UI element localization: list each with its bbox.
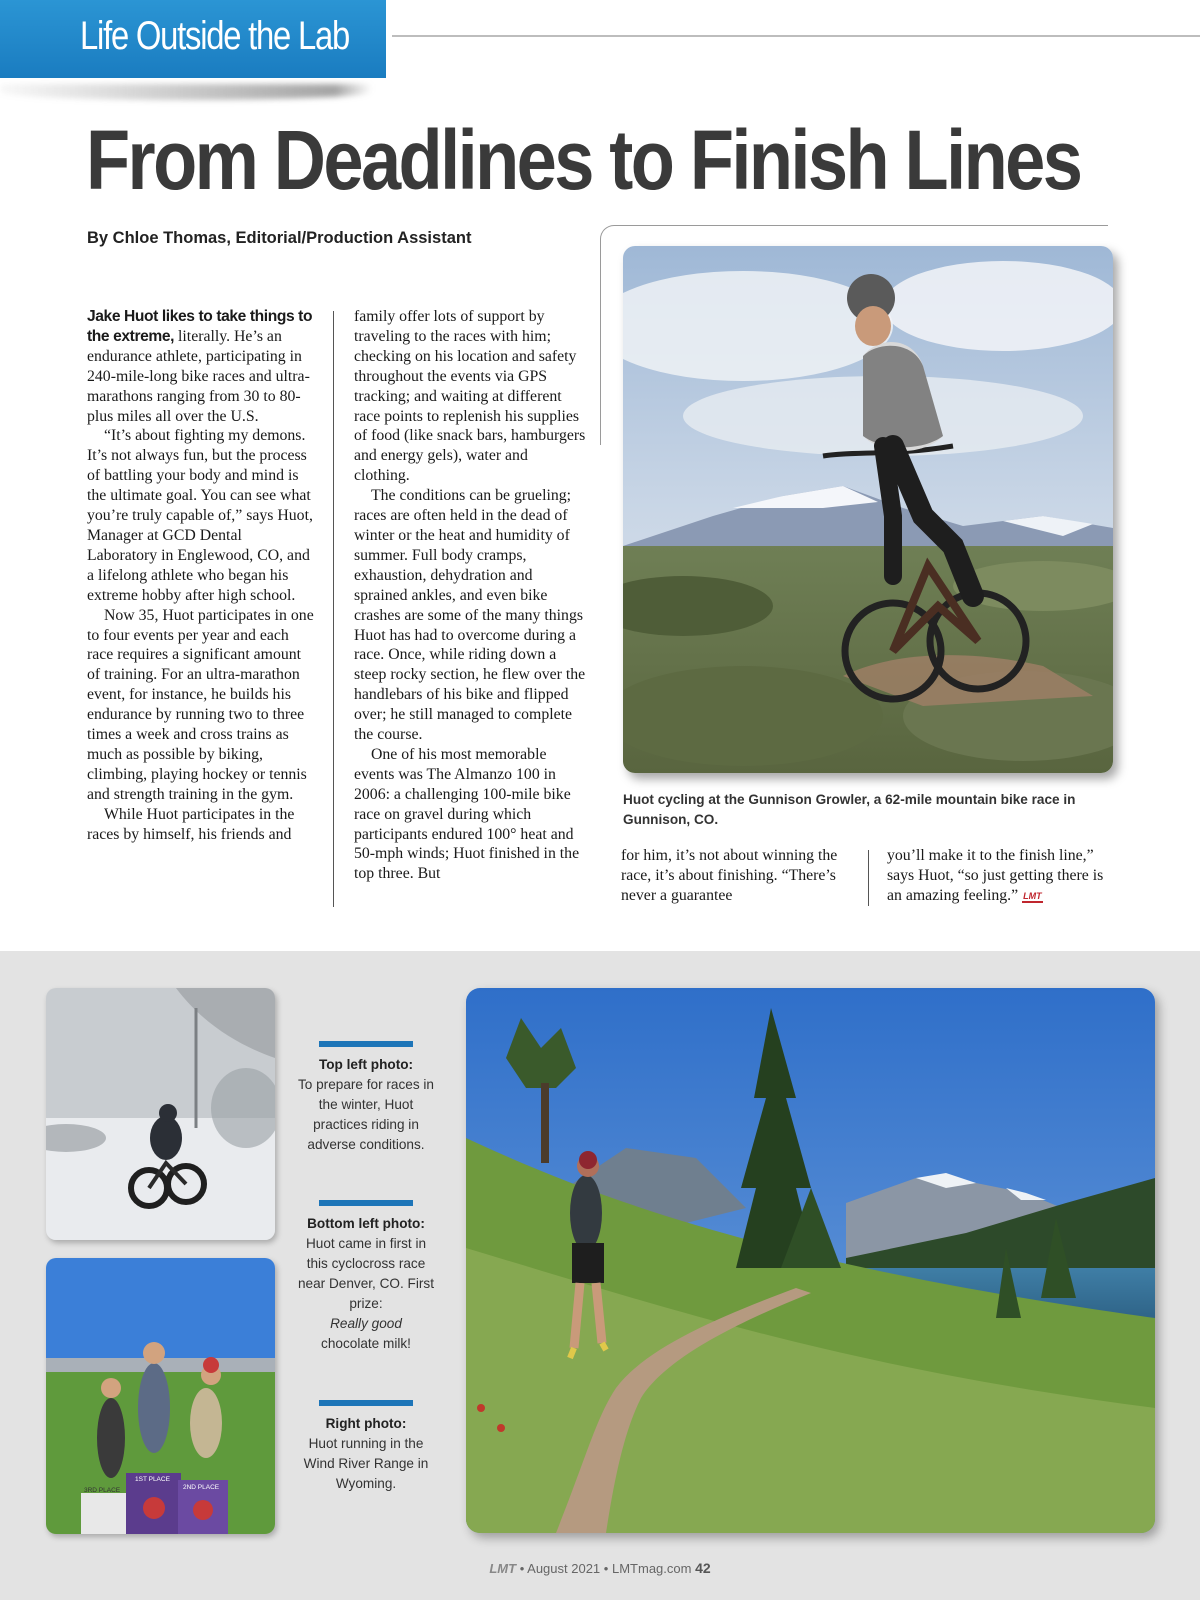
paragraph-6: One of his most memorable events was The Almanzo 100 in 2006: a challenging 100-mile bike race on gravel during which participants endured 100° heat and 50-mph winds; Huot finished in the top three. But bbox=[354, 745, 580, 883]
caption-title: Bottom left photo: bbox=[307, 1216, 425, 1231]
lead-bold: Jake Huot likes to take things to the extreme, bbox=[87, 308, 313, 345]
article-column-4 bbox=[887, 846, 1119, 906]
caption-text: Huot came in first in this cyclocross race near Denver, CO. First prize: bbox=[298, 1236, 434, 1311]
footer-page-number: 42 bbox=[695, 1560, 711, 1576]
paragraph-2: “It’s about fighting my demons. It’s not always fun, but the process of battling your body and mind is the ultimate goal. You can see what you’re truly capable of,” says Huot, Manager at GCD Dental Laboratory in Englewood, CO, and a lifelong athlete who began his extreme hobby after high school. bbox=[87, 427, 313, 604]
paragraph-6-end bbox=[887, 846, 1119, 906]
footer-separator: • bbox=[603, 1561, 609, 1576]
paragraph-4: While Huot participates in the races by himself, his friends and bbox=[87, 805, 295, 843]
article-byline: By Chloe Thomas, Editorial/Production Assistant bbox=[87, 229, 472, 247]
closing-text: you’ll make it to the finish line,” says Huot, “so just getting there is an amazing feeling.” bbox=[887, 847, 1104, 904]
end-mark-logo: LMT bbox=[1023, 890, 1042, 901]
article-headline: From Deadlines to Finish Lines bbox=[86, 113, 1081, 207]
article-column-1 bbox=[87, 307, 315, 844]
article-column-2 bbox=[354, 307, 586, 884]
paragraph-6-continued: for him, it’s not about winning the race, it’s about finishing. “There’s never a guarantee bbox=[621, 847, 838, 904]
right-caption bbox=[296, 1400, 436, 1494]
caption-accent-bar bbox=[319, 1041, 413, 1047]
trail-run-photo bbox=[466, 988, 1155, 1533]
footer-site: LMTmag.com bbox=[611, 1561, 692, 1576]
caption-title: Top left photo: bbox=[318, 1057, 414, 1072]
section-tab-shadow bbox=[0, 84, 372, 100]
mountain-bike-photo bbox=[623, 246, 1113, 773]
paragraph-4-continued: family offer lots of support by traveling to the races with him; checking on his location and safety throughout the events via GPS tracking; and waiting at different race points to replenish his supplies of food (like snack bars, hamburgers and energy gels), water and clothing. bbox=[354, 308, 586, 485]
footer-date: August 2021 bbox=[527, 1561, 601, 1576]
bottom-left-caption bbox=[296, 1200, 436, 1354]
column-divider bbox=[333, 311, 334, 907]
paragraph-5: The conditions can be grueling; races are often held in the dead of winter or the heat and humidity of summer. Full body cramps, exhaustion, dehydration and sprained ankles, and even bike crashes are some of the many things Huot has had to overcome during a race. Once, while riding down a steep rocky section, he flew over the handlebars of his bike and flipped over; he still managed to complete the course. bbox=[354, 487, 586, 744]
caption-text-end: chocolate milk! bbox=[321, 1336, 411, 1351]
paragraph-3: Now 35, Huot participates in one to four events per year and each race requires a significant amount of training. For an ultra-marathon event, for instance, he builds his endurance by running two to three times a week and cross trains as much as possible by biking, climbing, playing hockey or tennis and strength training in the gym. bbox=[87, 606, 314, 803]
winter-ride-photo bbox=[46, 988, 275, 1240]
caption-accent-bar bbox=[319, 1200, 413, 1206]
lead-paragraph bbox=[87, 307, 315, 426]
page-footer bbox=[0, 1560, 1200, 1576]
top-left-caption bbox=[296, 1041, 436, 1155]
caption-text-emphasis: Really good bbox=[330, 1316, 402, 1331]
lead-text: literally. He’s an endurance athlete, participating in 240-mile-long bike races and ultra-marathons ranging from 30 to 80-plus miles all over the U.S. bbox=[87, 327, 310, 425]
podium-label-third: 3RD PLACE bbox=[84, 1487, 121, 1494]
column-divider bbox=[868, 850, 869, 906]
footer-separator: • bbox=[519, 1561, 525, 1576]
article-column-3 bbox=[621, 846, 853, 906]
caption-title: Right photo: bbox=[325, 1416, 407, 1431]
footer-brand: LMT bbox=[489, 1561, 517, 1576]
header-rule bbox=[392, 35, 1200, 37]
section-tab bbox=[0, 0, 386, 78]
podium-label-first: 1ST PLACE bbox=[135, 1476, 170, 1483]
podium-label-second: 2ND PLACE bbox=[183, 1484, 220, 1491]
podium-photo bbox=[46, 1258, 275, 1534]
section-tab-label: Life Outside the Lab bbox=[80, 14, 349, 58]
caption-accent-bar bbox=[319, 1400, 413, 1406]
caption-text: To prepare for races in the winter, Huot practices riding in adverse conditions. bbox=[297, 1077, 434, 1152]
caption-text: Huot running in the Wind River Range in Wyoming. bbox=[303, 1436, 429, 1491]
main-photo-caption: Huot cycling at the Gunnison Growler, a 62-mile mountain bike race in Gunnison, CO. bbox=[623, 792, 1076, 827]
